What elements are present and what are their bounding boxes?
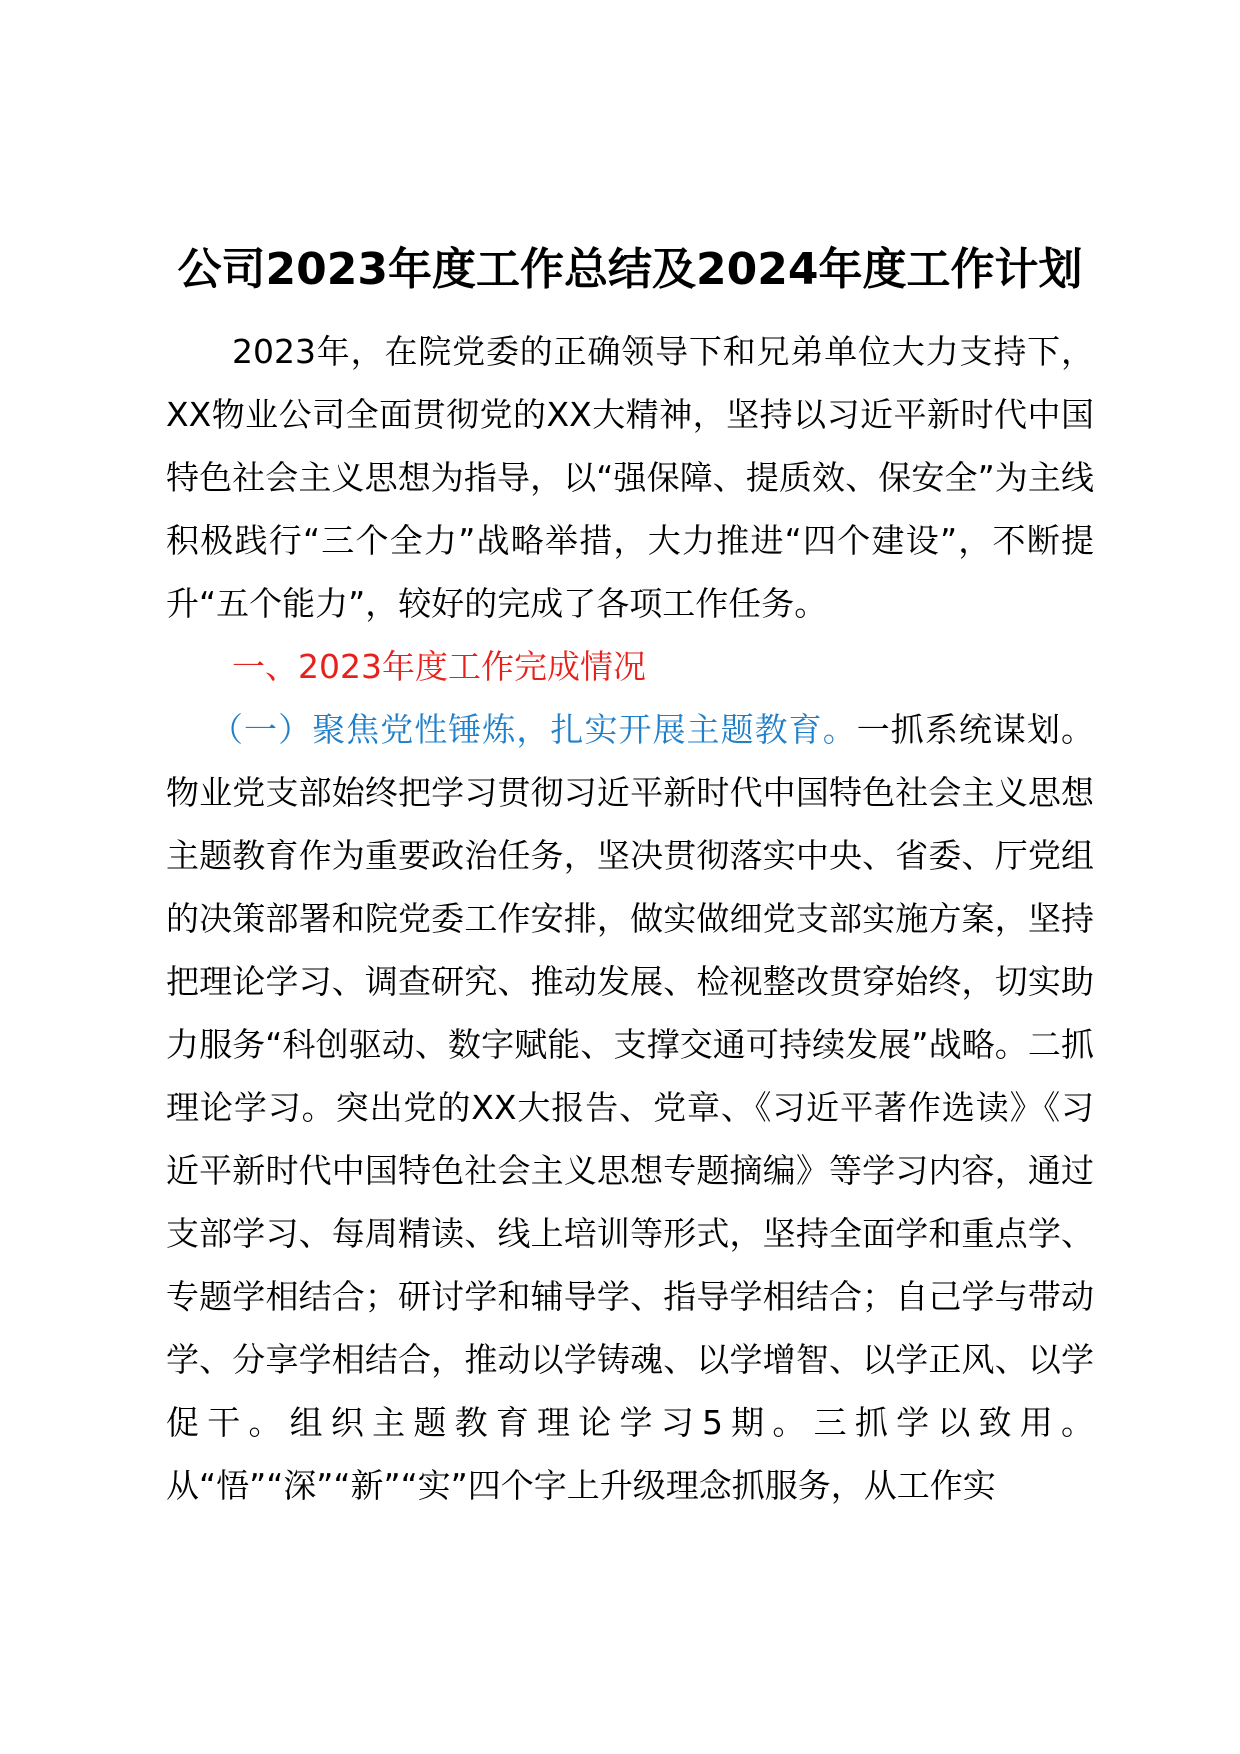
subsection-paragraph [166,698,1094,1517]
subsection-heading: （一）聚焦党性锤炼，扎实开展主题教育。 [210,710,857,749]
document-page [166,240,1094,1517]
intro-paragraph: 2023年，在院党委的正确领导下和兄弟单位大力支持下，XX物业公司全面贯彻党的XX大精神，坚持以习近平新时代中国特色社会主义思想为指导，以“强保障、提质效、保安全”为主线积极践行“三个全力”战略举措，大力推进“四个建设”，不断提升“五个能力”，较好的完成了各项工作任务。 [166,332,1094,623]
section-heading: 一、2023年度工作完成情况 [232,647,646,686]
subsection-body: 一抓系统谋划。物业党支部始终把学习贯彻习近平新时代中国特色社会主义思想主题教育作为重要政治任务，坚决贯彻落实中央、省委、厅党组的决策部署和院党委工作安排，做实做细党支部实施方案，坚持把理论学习、调查研究、推动发展、检视整改贯穿始终，切实助力服务“科创驱动、数字赋能、支撑交通可持续发展”战略。二抓理论学习。突出党的XX大报告、党章、《习近平著作选读》《习近平新时代中国特色社会主义思想专题摘编》等学习内容，通过支部学习、每周精读、线上培训等形式，坚持全面学和重点学、专题学相结合；研讨学和辅导学、指导学相结合；自己学与带动学、分享学相结合，推动以学铸魂、以学增智、以学正风、以学促干。组织主题教育理论学习5期。三抓学以致用。从“悟”“深”“新”“实”四个字上升级理念抓服务，从工作实 [166,710,1095,1505]
document-title: 公司2023年度工作总结及2024年度工作计划 [177,244,1083,295]
